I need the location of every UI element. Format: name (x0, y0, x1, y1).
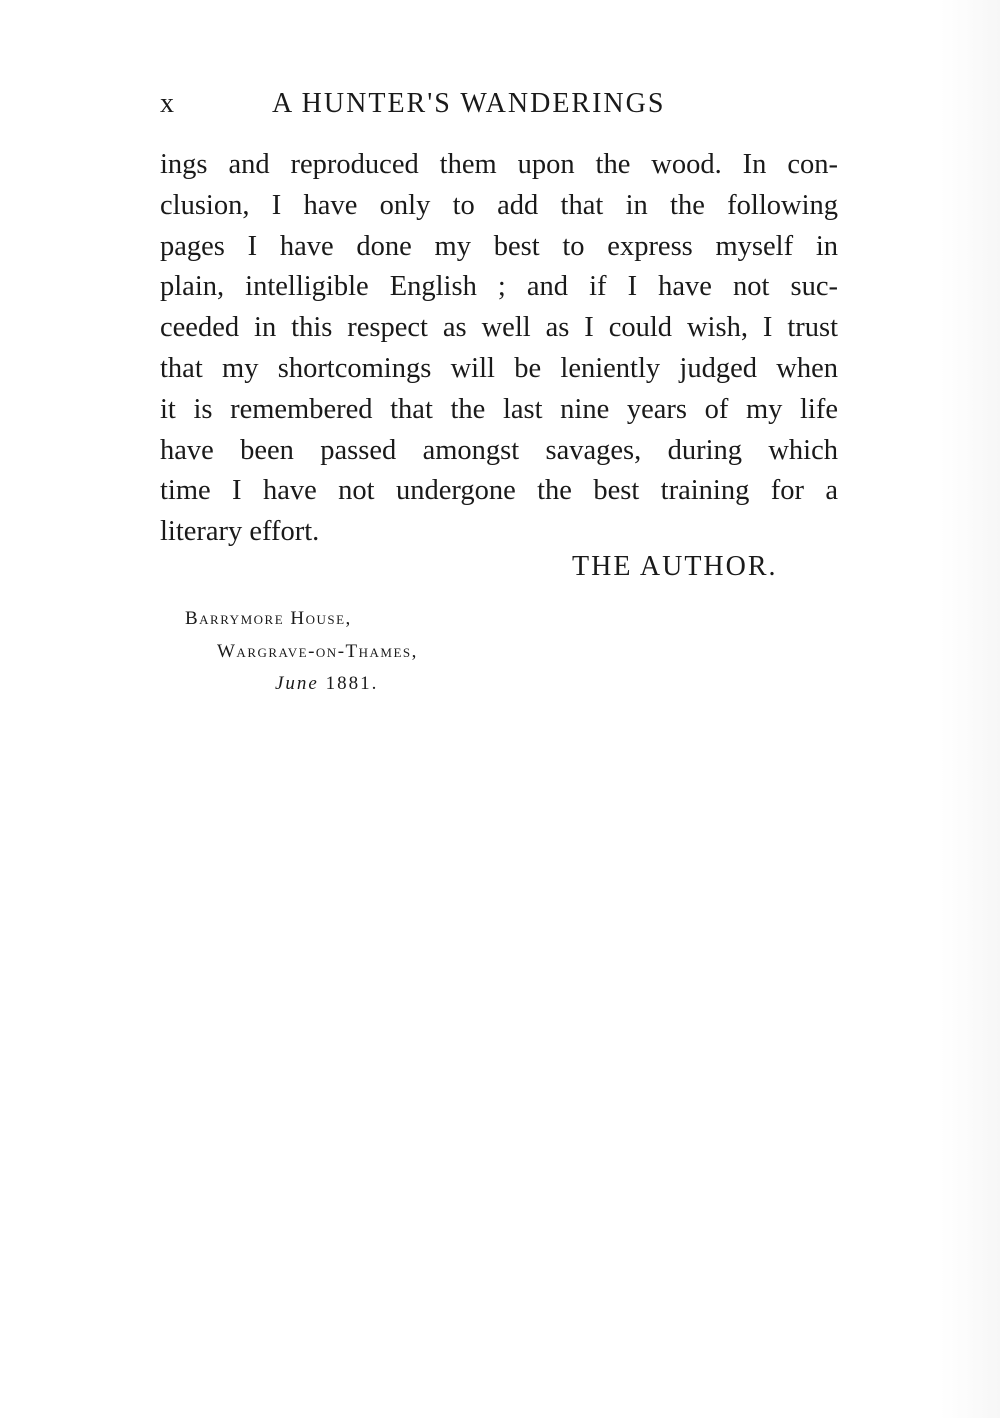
running-head (160, 88, 760, 128)
date-line (275, 673, 378, 695)
address-line-1: Barrymore House, (185, 608, 352, 629)
text-line: ings and reproduced them upon the wood. In con- (160, 149, 838, 180)
text-line: ceeded in this respect as well as I could wish, I trust (160, 312, 838, 344)
author-signature: THE AUTHOR. (572, 551, 778, 582)
address-line-2: Wargrave-on-Thames, (217, 641, 418, 662)
preface-paragraph (160, 145, 838, 553)
page-edge-shade (940, 0, 1000, 1418)
date-month: June (275, 673, 319, 694)
text-line: have been passed amongst savages, during which (160, 434, 838, 466)
text-line: plain, intelligible English ; and if I have not suc- (160, 271, 838, 303)
date-year: 1881. (325, 673, 379, 694)
text-line: time I have not undergone the best training for a (160, 475, 838, 507)
text-line: that my shortcomings will be leniently judged when (160, 352, 838, 384)
page-number: x (160, 88, 175, 119)
running-title: A HUNTER'S WANDERINGS (272, 88, 666, 119)
text-line: literary effort. (160, 516, 320, 548)
text-line: clusion, I have only to add that in the following (160, 189, 838, 221)
text-line: it is remembered that the last nine years of my life (160, 393, 838, 425)
text-line: pages I have done my best to express myself in (160, 230, 838, 262)
